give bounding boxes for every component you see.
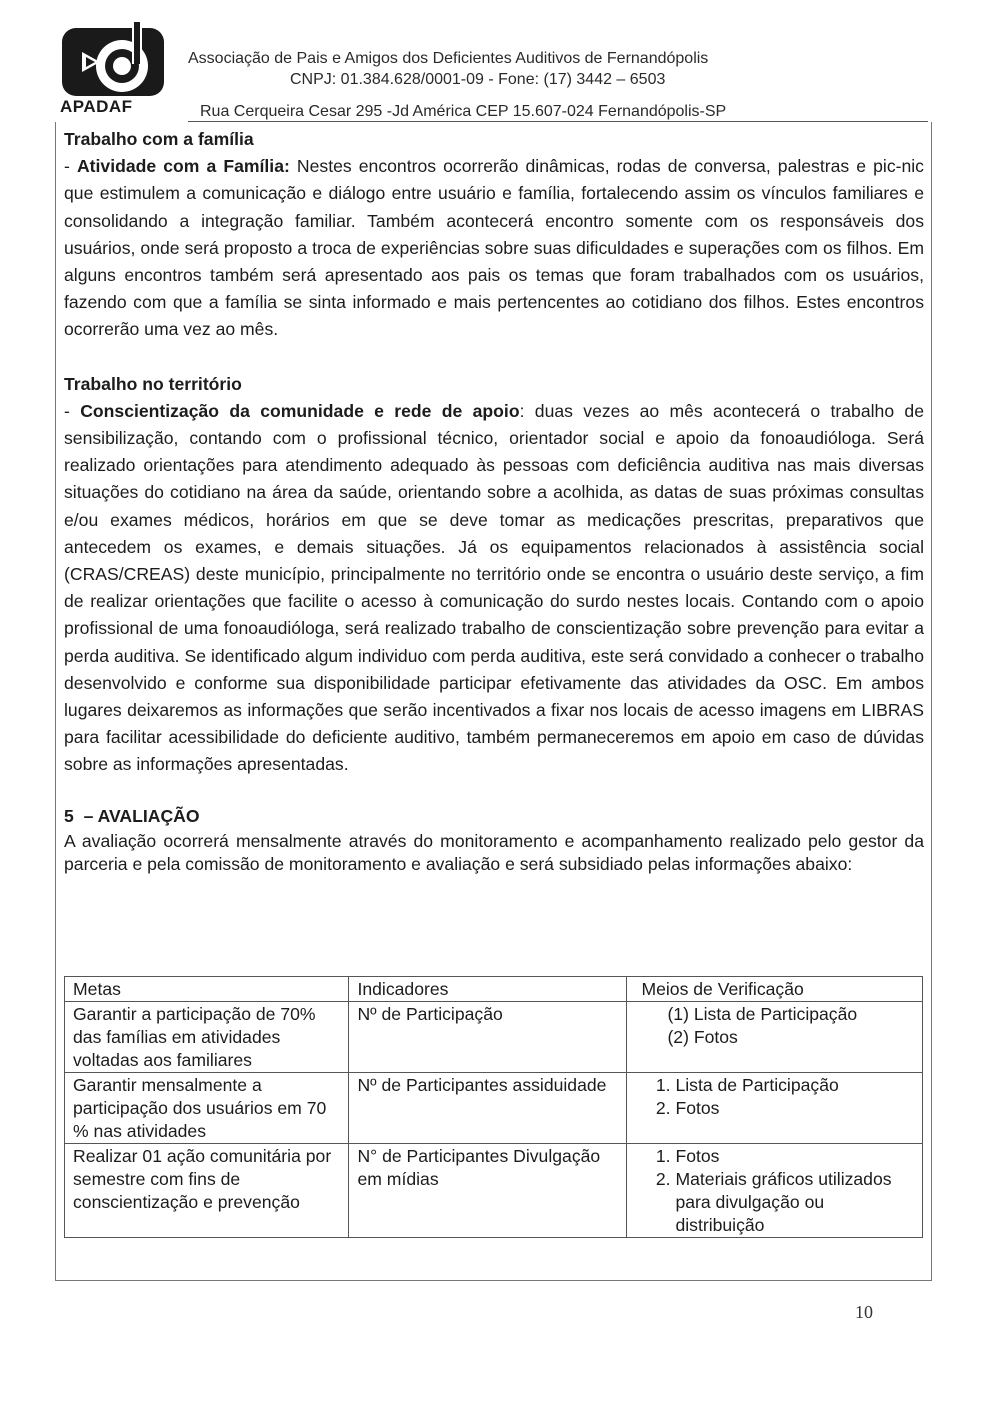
header-indicadores: Indicadores <box>349 977 627 1002</box>
letterhead <box>0 0 992 125</box>
verification-item: (2) Fotos <box>667 1027 738 1047</box>
logo-wordmark: APADAF <box>60 97 133 116</box>
cell-indicador: Nº de Participantes assiduidade <box>349 1073 627 1144</box>
spacer <box>64 344 924 371</box>
table-row <box>65 1002 923 1073</box>
table-header-row <box>65 977 923 1002</box>
cell-meios <box>627 1144 923 1238</box>
verification-item: 2. Materiais gráficos utilizados para divulgação ou distribuição <box>675 1168 914 1237</box>
document-body <box>64 126 924 876</box>
body-conscientizacao: : duas vezes ao mês acontecerá o trabalho de sensibilização, contando com o profissional técnico, orientador social e apoio da fonoaudióloga. Será realizado orientações para atendimento adequado às pessoas com deficiência auditiva nas mais diversas situações do cotidiano na área da saúde, orientando sobre a acolhida, as datas de suas próximas consultas e/ou exames médicos, horários em que se deve tomar as medicações prescritas, preparativos que antecedem os exames, e demais situações. Já os equipamentos relacionados à assistência social (CRAS/CREAS) deste município, principalmente no território onde se encontra o usuário deste serviço, a fim de realizar orientações que facilite o acesso à comunicação do surdo nestes locais. Contando com o apoio profissional de uma fonoaudióloga, será realizado trabalho de conscientização sobre prevenção para evitar a perda auditiva. Se identificado algum individuo com perda auditiva, este será convidado a conhecer o trabalho desenvolvido e conforme sua disponibilidade participar efetivamente das atividades da OSC. Em ambos lugares deixaremos as informações que serão incentivados a fixar nos locais de acesso imagens em LIBRAS para facilitar acessibilidade do deficiente auditivo, também permaneceremos em apoio em caso de dúvidas sobre as informações apresentadas. <box>64 400 925 775</box>
heading-trabalho-territorio: Trabalho no território <box>64 373 242 394</box>
lead-dash: - <box>64 156 77 177</box>
org-cnpj-phone: CNPJ: 01.384.628/0001-09 - Fone: (17) 3442 – 6503 <box>290 71 666 88</box>
evaluation-table <box>64 976 923 1238</box>
lead-conscientizacao: Conscientização da comunidade e rede de apoio <box>80 400 520 421</box>
cell-meta: Garantir mensalmente a participação dos usuários em 70 % nas atividades <box>65 1073 349 1144</box>
verification-item: 1. Lista de Participação <box>675 1074 914 1097</box>
cell-meios <box>627 1073 923 1144</box>
section-number: 5 <box>64 805 74 826</box>
lead-dash: - <box>64 400 81 421</box>
verification-item: 2. Fotos <box>675 1097 914 1120</box>
section-title: – AVALIAÇÃO <box>83 805 200 826</box>
spacer <box>64 779 924 803</box>
org-name: Associação de Pais e Amigos dos Deficientes Auditivos de Fernandópolis <box>188 50 709 67</box>
cell-meta: Garantir a participação de 70% das famílias em atividades voltadas aos familiares <box>65 1002 349 1073</box>
org-address: Rua Cerqueira Cesar 295 -Jd América CEP 15.607-024 Fernandópolis-SP <box>200 103 727 120</box>
verification-item: (1) Lista de Participação <box>667 1004 858 1024</box>
page-number: 10 <box>855 1302 873 1322</box>
verification-list <box>635 1074 914 1120</box>
body-atividade-familia: Nestes encontros ocorrerão dinâmicas, rodas de conversa, palestras e pic-nic que estimulem a comunicação e diálogo entre usuário e família, fortalecendo assim os vínculos familiares e consolidando a integração familiar. Também acontecerá encontro somente com os responsáveis dos usuários, onde será proposto a troca de experiências sobre suas dificuldades e superações com os filhos. Em alguns encontros também será apresentado aos pais os temas que foram trabalhados com os usuários, fazendo com que a família se sinta informado e mais pertencentes ao cotidiano dos filhos. Estes encontros ocorrerão uma vez ao mês. <box>64 156 924 340</box>
lead-atividade-familia: Atividade com a Família: <box>76 156 290 177</box>
cell-meta: Realizar 01 ação comunitária por semestre com fins de conscientização e prevenção <box>65 1144 349 1238</box>
table-row <box>65 1144 923 1238</box>
header-metas: Metas <box>65 977 349 1002</box>
paragraph-avaliacao: A avaliação ocorrerá mensalmente através do monitoramento e acompanhamento realizado pelo gestor da parceria e pela comissão de monitoramento e avaliação e será subsidiado pelas informações abaixo: <box>64 830 924 874</box>
verification-list <box>635 1145 914 1237</box>
heading-trabalho-familia: Trabalho com a família <box>64 129 254 149</box>
heading-avaliacao <box>64 803 924 830</box>
cell-indicador: N° de Participantes Divulgação em mídias <box>349 1144 627 1238</box>
header-meios-verificacao: Meios de Verificação <box>627 977 923 1002</box>
paragraph-atividade-familia <box>64 153 924 343</box>
table-row <box>65 1073 923 1144</box>
verification-item: 1. Fotos <box>675 1145 914 1168</box>
paragraph-conscientizacao <box>64 398 924 779</box>
cell-meios <box>627 1002 923 1073</box>
cell-indicador: Nº de Participação <box>349 1002 627 1073</box>
